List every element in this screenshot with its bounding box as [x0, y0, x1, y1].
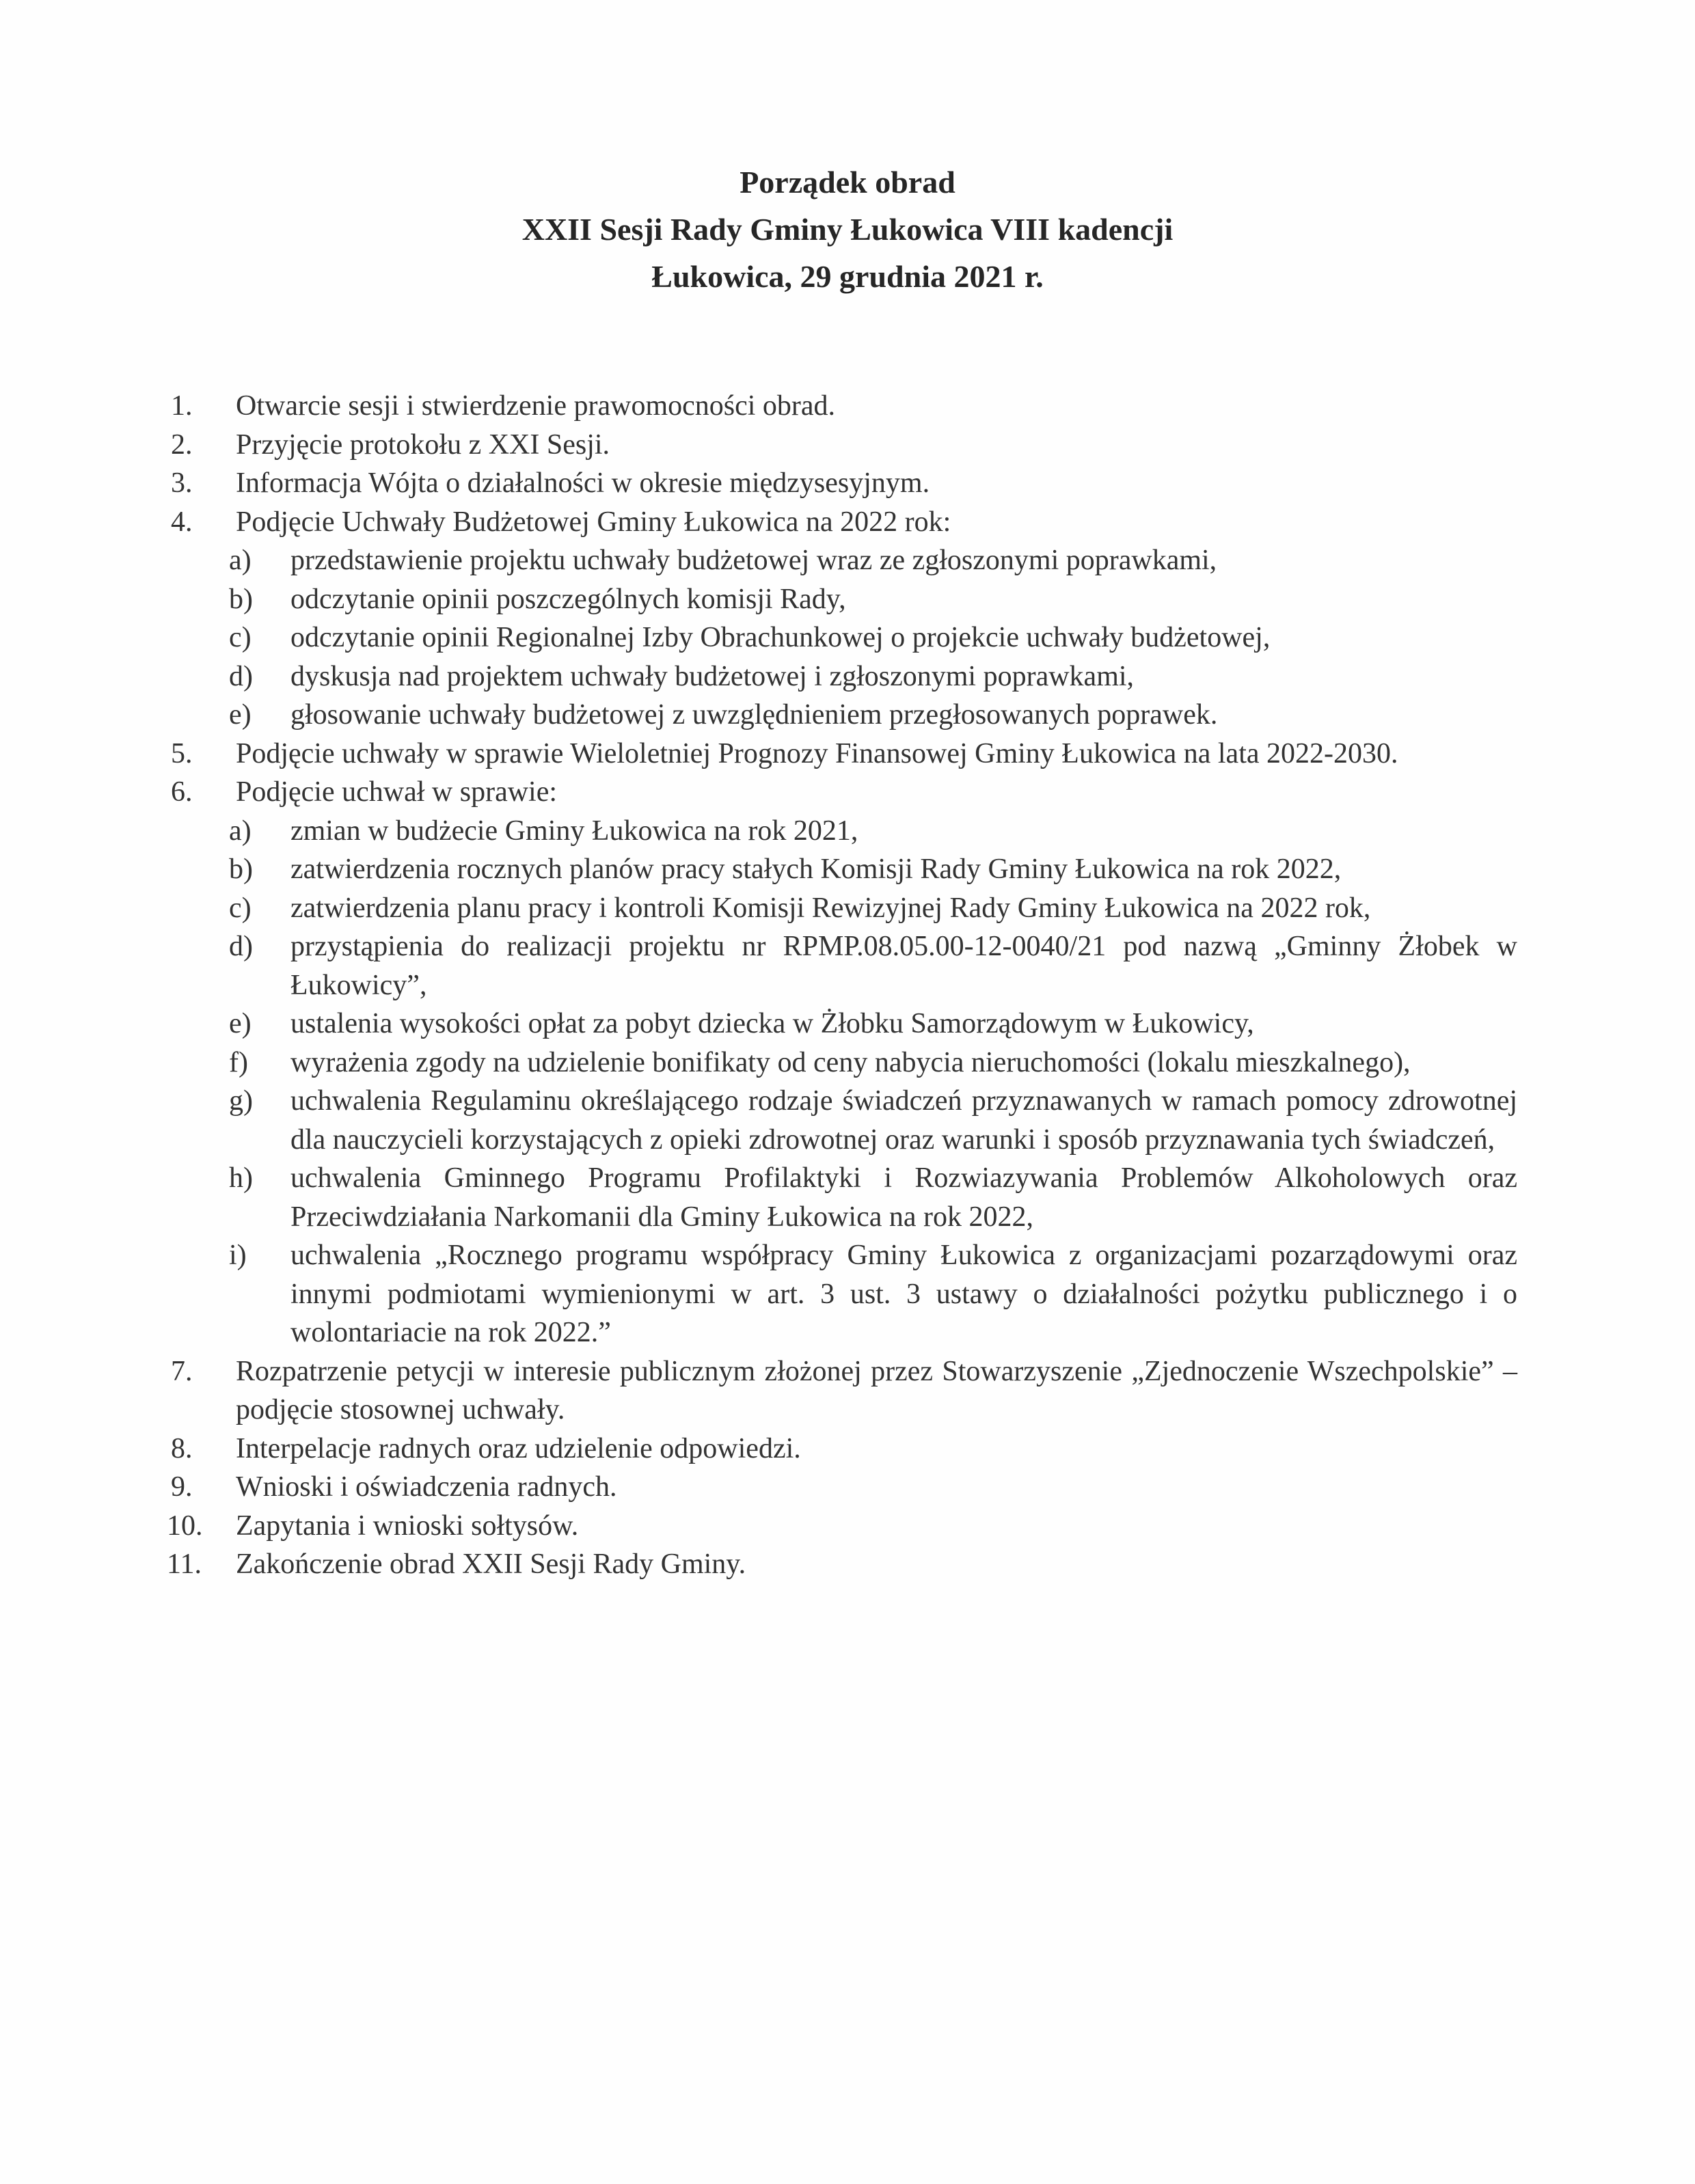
- subitem-text: przedstawienie projektu uchwały budżetowej wraz ze zgłoszonymi poprawkami,: [290, 545, 1217, 576]
- subitem-text: głosowanie uchwały budżetowej z uwzględnieniem przegłosowanych poprawek.: [290, 699, 1218, 731]
- item-number: 8.: [171, 1432, 193, 1464]
- agenda-subitem-6e: [171, 1005, 1517, 1043]
- item-number: 9.: [171, 1471, 193, 1503]
- subitem-text: ustalenia wysokości opłat za pobyt dziecka w Żłobku Samorządowym w Łukowicy,: [290, 1008, 1254, 1039]
- subitem-letter: b): [229, 854, 253, 885]
- document-title: Porządek obrad: [740, 165, 955, 200]
- item-number: 6.: [171, 776, 193, 808]
- agenda-subitem-4b: [171, 580, 1517, 619]
- item-text: Przyjęcie protokołu z XXI Sesji.: [236, 428, 610, 461]
- subitem-text: odczytanie opinii Regionalnej Izby Obrachunkowej o projekcie uchwały budżetowej,: [290, 622, 1271, 653]
- agenda-subitem-6f: [171, 1043, 1517, 1082]
- item-number: 4.: [171, 506, 193, 538]
- agenda-item-4: [171, 503, 1517, 542]
- agenda-subitem-6d: [171, 927, 1517, 1005]
- agenda-subitem-4e: [171, 696, 1517, 735]
- document-header: [0, 159, 1695, 300]
- item-text: Rozpatrzenie petycji w interesie publicznym złożonej przez Stowarzyszenie „Zjednoczenie Wszechpolskie” – podjęcie stosownej uchwały.: [236, 1355, 1517, 1425]
- agenda-item-9: [171, 1468, 1517, 1507]
- subitem-letter: i): [229, 1240, 247, 1271]
- agenda-subitem-4c: [171, 618, 1517, 657]
- agenda-subitem-6i: [171, 1236, 1517, 1352]
- subitem-letter: f): [229, 1046, 248, 1078]
- item-number: 10.: [167, 1510, 203, 1542]
- agenda-subitem-4d: [171, 657, 1517, 696]
- subitem-text: odczytanie opinii poszczególnych komisji Rady,: [290, 583, 846, 615]
- subitem-text: zmian w budżecie Gminy Łukowica na rok 2021,: [290, 815, 858, 847]
- item-text: Otwarcie sesji i stwierdzenie prawomocności obrad.: [236, 390, 836, 422]
- agenda-item-7: [171, 1352, 1517, 1430]
- item-number: 7.: [171, 1355, 193, 1387]
- subitem-letter: d): [229, 931, 253, 962]
- subitem-letter: h): [229, 1162, 253, 1194]
- agenda-subitem-6g: [171, 1082, 1517, 1159]
- subitem-letter: a): [229, 545, 252, 576]
- item-text: Zapytania i wnioski sołtysów.: [236, 1510, 579, 1542]
- subitem-text: przystąpienia do realizacji projektu nr RPMP.08.05.00-12-0040/21 pod nazwą „Gminny Żłobek w Łukowicy”,: [290, 931, 1517, 1001]
- subitem-text: uchwalenia Regulaminu określającego rodzaje świadczeń przyznawanych w ramach pomocy zdrowotnej dla nauczycieli korzystających z opieki zdrowotnej oraz warunki i sposób przyznawania tych świadczeń,: [290, 1085, 1517, 1156]
- agenda-item-11: [167, 1545, 1517, 1584]
- agenda-subitem-4a: [171, 541, 1517, 580]
- place-date: Łukowica, 29 grudnia 2021 r.: [651, 259, 1044, 294]
- subitem-letter: e): [229, 699, 252, 731]
- item-number: 11.: [167, 1548, 202, 1580]
- item-text: Interpelacje radnych oraz udzielenie odpowiedzi.: [236, 1432, 801, 1464]
- agenda-subitem-6c: [171, 889, 1517, 928]
- agenda-item-1: [171, 387, 1517, 426]
- item-number: 3.: [171, 467, 193, 499]
- agenda-item-5: [171, 735, 1517, 774]
- item-number: 2.: [171, 428, 193, 461]
- session-name: XXII Sesji Rady Gminy Łukowica VIII kadencji: [521, 212, 1174, 247]
- agenda-subitem-6a: [171, 812, 1517, 851]
- agenda-list: [167, 387, 1517, 1584]
- subitem-text: zatwierdzenia rocznych planów pracy stałych Komisji Rady Gminy Łukowica na rok 2022,: [290, 854, 1342, 885]
- agenda-item-8: [171, 1430, 1517, 1469]
- subitem-letter: g): [229, 1085, 253, 1117]
- subitem-text: uchwalenia Gminnego Programu Profilaktyki i Rozwiazywania Problemów Alkoholowych oraz Przeciwdziałania Narkomanii dla Gminy Łukowica na rok 2022,: [290, 1162, 1517, 1233]
- agenda-item-6: [171, 773, 1517, 812]
- subitem-text: wyrażenia zgody na udzielenie bonifikaty od ceny nabycia nieruchomości (lokalu mieszkalnego),: [290, 1046, 1411, 1078]
- agenda-item-10: [167, 1507, 1517, 1546]
- item-text: Wnioski i oświadczenia radnych.: [236, 1471, 617, 1503]
- subitem-letter: c): [229, 622, 252, 653]
- subitem-text: uchwalenia „Rocznego programu współpracy Gminy Łukowica z organizacjami pozarządowymi oraz innymi podmiotami wymienionymi w art. 3 ust. 3 ustawy o działalności pożytku publicznego i o wolontariacie na rok 2022.”: [290, 1240, 1517, 1348]
- subitem-letter: c): [229, 892, 252, 924]
- subitem-letter: d): [229, 660, 253, 692]
- subitem-text: zatwierdzenia planu pracy i kontroli Komisji Rewizyjnej Rady Gminy Łukowica na 2022 rok,: [290, 892, 1371, 924]
- item-text: Podjęcie uchwały w sprawie Wieloletniej Prognozy Finansowej Gminy Łukowica na lata 2022-2030.: [236, 737, 1398, 769]
- agenda-subitem-6b: [171, 850, 1517, 889]
- subitem-text: dyskusja nad projektem uchwały budżetowej i zgłoszonymi poprawkami,: [290, 660, 1135, 692]
- item-text: Podjęcie uchwał w sprawie:: [236, 776, 558, 808]
- agenda-subitem-6h: [171, 1159, 1517, 1236]
- item-text: Zakończenie obrad XXII Sesji Rady Gminy.: [236, 1548, 746, 1580]
- item-text: Informacja Wójta o działalności w okresie międzysesyjnym.: [236, 467, 930, 499]
- agenda-item-2: [171, 426, 1517, 465]
- item-text: Podjęcie Uchwały Budżetowej Gminy Łukowica na 2022 rok:: [236, 506, 951, 538]
- item-number: 5.: [171, 737, 193, 769]
- subitem-letter: e): [229, 1008, 252, 1039]
- subitem-letter: a): [229, 815, 252, 847]
- agenda-item-3: [171, 464, 1517, 503]
- item-number: 1.: [171, 390, 193, 422]
- subitem-letter: b): [229, 583, 253, 615]
